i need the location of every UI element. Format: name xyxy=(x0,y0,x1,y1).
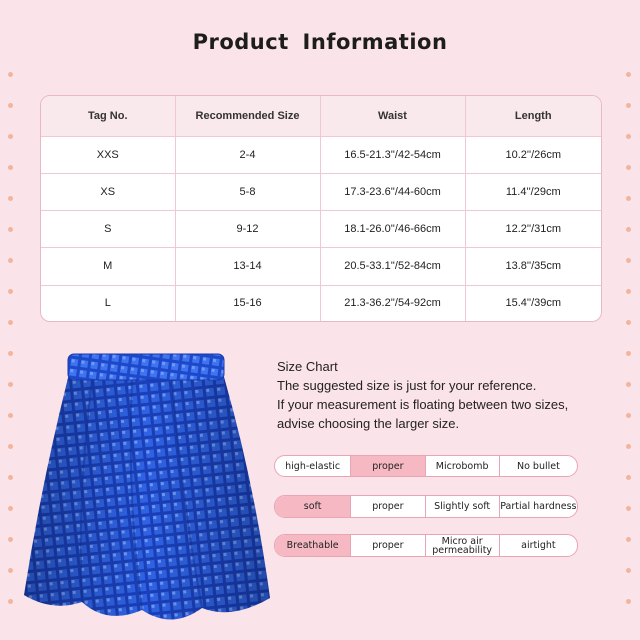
decor-dot xyxy=(626,72,631,77)
cell-tag: S xyxy=(41,211,175,248)
scale-option: Micro air permeability xyxy=(426,535,500,556)
size-chart-line: The suggested size is just for your reference. xyxy=(277,378,537,393)
decor-dot xyxy=(626,599,631,604)
scale-option: Microbomb xyxy=(426,456,500,476)
cell-size: 5-8 xyxy=(175,174,320,211)
size-chart-line: advise choosing the larger size. xyxy=(277,416,460,431)
decor-dot xyxy=(626,382,631,387)
table-row xyxy=(41,174,601,211)
cell-size: 13-14 xyxy=(175,248,320,285)
header-recommended-size: Recommended Size xyxy=(175,96,320,137)
cell-tag: XS xyxy=(41,174,175,211)
cell-waist: 21.3-36.2''/54-92cm xyxy=(320,285,465,321)
decor-dot xyxy=(626,196,631,201)
decor-dot xyxy=(8,506,13,511)
decor-dot xyxy=(626,103,631,108)
scale-option: proper xyxy=(351,496,425,517)
elasticity-scale xyxy=(274,455,578,477)
cell-length: 10.2''/26cm xyxy=(465,137,601,174)
cell-length: 15.4''/39cm xyxy=(505,297,562,310)
decor-dot xyxy=(626,165,631,170)
decor-dot xyxy=(626,351,631,356)
cell-waist: 20.5-33.1''/52-84cm xyxy=(320,248,465,285)
cell-size: 15-16 xyxy=(175,285,320,321)
cell-waist: 17.3-23.6''/44-60cm xyxy=(320,174,465,211)
scale-option-selected: Breathable xyxy=(275,535,351,556)
decor-dot xyxy=(626,320,631,325)
cell-tag: L xyxy=(41,285,175,321)
decor-dot xyxy=(626,444,631,449)
scale-option-selected: soft xyxy=(275,496,351,517)
softness-scale xyxy=(274,495,578,518)
decor-dot xyxy=(8,227,13,232)
decor-dot xyxy=(626,134,631,139)
size-chart-note xyxy=(277,357,617,433)
cell-length: 13.8''/35cm xyxy=(465,248,601,285)
scale-option: Slightly soft xyxy=(426,496,500,517)
cell-size: 2-4 xyxy=(175,137,320,174)
header-tag-no: Tag No. xyxy=(41,96,175,137)
decor-dot xyxy=(626,475,631,480)
size-chart-line: If your measurement is floating between two sizes, xyxy=(277,397,569,412)
decor-dot xyxy=(626,506,631,511)
header-length: Length xyxy=(465,96,601,137)
left-dot-column xyxy=(8,0,14,640)
decor-dot xyxy=(626,227,631,232)
scale-option: airtight xyxy=(521,540,556,551)
size-chart-heading: Size Chart xyxy=(277,359,338,374)
decor-dot xyxy=(8,475,13,480)
scale-option: No bullet xyxy=(516,460,560,472)
decor-dot xyxy=(8,413,13,418)
size-table xyxy=(40,95,602,322)
decor-dot xyxy=(8,320,13,325)
decor-dot xyxy=(626,568,631,573)
cell-size: 9-12 xyxy=(175,211,320,248)
decor-dot xyxy=(8,258,13,263)
scale-option: Partial hardness xyxy=(500,501,577,512)
decor-dot xyxy=(8,165,13,170)
decor-dot xyxy=(8,72,13,77)
decor-dot xyxy=(8,289,13,294)
table-row xyxy=(41,137,601,174)
cell-tag: XXS xyxy=(41,137,175,174)
decor-dot xyxy=(8,382,13,387)
decor-dot xyxy=(626,413,631,418)
decor-dot xyxy=(8,444,13,449)
cell-waist: 18.1-26.0''/46-66cm xyxy=(320,211,465,248)
table-row xyxy=(41,211,601,248)
scale-option: proper xyxy=(351,535,425,556)
page-title: Product Information xyxy=(192,30,448,54)
decor-dot xyxy=(626,289,631,294)
cell-tag: M xyxy=(41,248,175,285)
table-header-row xyxy=(41,96,601,137)
cell-waist: 16.5-21.3''/42-54cm xyxy=(320,137,465,174)
decor-dot xyxy=(8,599,13,604)
decor-dot xyxy=(626,537,631,542)
decor-dot xyxy=(8,134,13,139)
cell-length: 11.4''/29cm xyxy=(465,174,601,211)
table-row xyxy=(41,285,601,321)
scale-option-selected: proper xyxy=(351,456,425,476)
decor-dot xyxy=(8,103,13,108)
blue-sequin-skirt-image xyxy=(22,340,272,635)
header-waist: Waist xyxy=(320,96,465,137)
decor-dot xyxy=(8,568,13,573)
decor-dot xyxy=(8,351,13,356)
cell-length: 12.2''/31cm xyxy=(465,211,601,248)
right-dot-column xyxy=(626,0,632,640)
scale-option: high-elastic xyxy=(275,456,351,476)
decor-dot xyxy=(8,537,13,542)
decor-dot xyxy=(626,258,631,263)
breathability-scale xyxy=(274,534,578,557)
decor-dot xyxy=(8,196,13,201)
table-row xyxy=(41,248,601,285)
